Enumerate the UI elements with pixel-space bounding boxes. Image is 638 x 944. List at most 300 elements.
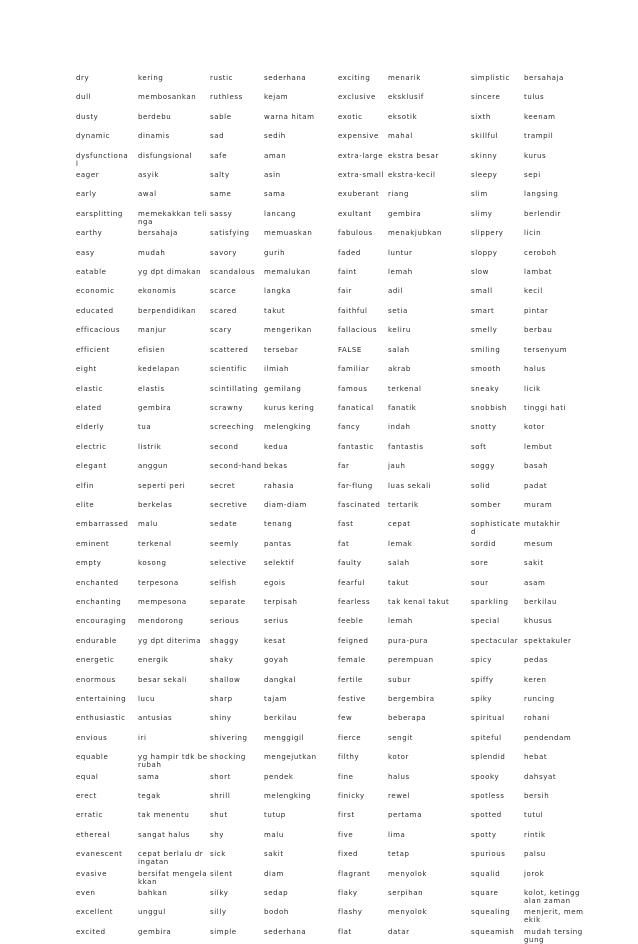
indonesian-translation: kurus bbox=[524, 151, 547, 160]
indonesian-translation: tak menentu bbox=[138, 811, 190, 820]
indonesian-translation: selektif bbox=[264, 559, 295, 568]
english-word: squeamish bbox=[471, 927, 515, 936]
english-word: spotless bbox=[471, 792, 505, 801]
english-word: enchanted bbox=[76, 578, 119, 587]
indonesian-translation: bergembira bbox=[388, 695, 435, 703]
indonesian-translation: berkilau bbox=[264, 714, 298, 723]
english-word: scientific bbox=[210, 365, 248, 374]
english-word: exultant bbox=[338, 209, 372, 218]
indonesian-translation: berkilau bbox=[524, 597, 558, 606]
english-word: electric bbox=[76, 442, 107, 451]
english-word: slim bbox=[471, 190, 488, 199]
indonesian-translation: serius bbox=[264, 617, 289, 626]
english-word: energetic bbox=[76, 656, 115, 665]
english-word: earsplitting bbox=[76, 209, 123, 218]
indonesian-translation: bekas bbox=[264, 462, 288, 471]
indonesian-translation: takut bbox=[388, 578, 410, 587]
english-word: erratic bbox=[76, 811, 103, 820]
english-word: secretive bbox=[210, 500, 248, 509]
indonesian-translation: kotor bbox=[524, 423, 545, 432]
indonesian-translation: antusias bbox=[138, 714, 173, 723]
english-word: erect bbox=[76, 792, 97, 801]
english-word: finicky bbox=[338, 792, 365, 801]
english-word: sleepy bbox=[471, 171, 498, 180]
english-word: female bbox=[338, 656, 366, 665]
indonesian-translation: langsing bbox=[524, 190, 559, 199]
indonesian-translation: kedua bbox=[264, 442, 289, 451]
indonesian-translation: memekakkan telinga bbox=[138, 209, 208, 226]
english-word: smooth bbox=[471, 365, 501, 374]
indonesian-translation: gembira bbox=[138, 403, 172, 412]
indonesian-translation: elastis bbox=[138, 384, 165, 393]
english-word: spooky bbox=[471, 772, 500, 781]
indonesian-translation: gemilang bbox=[264, 384, 302, 393]
indonesian-translation: keenam bbox=[524, 112, 556, 121]
indonesian-translation: datar bbox=[388, 927, 410, 936]
english-word: faded bbox=[338, 248, 361, 257]
english-word: same bbox=[210, 190, 232, 199]
indonesian-translation: luntur bbox=[388, 248, 413, 257]
english-word: shiny bbox=[210, 714, 232, 723]
indonesian-translation: subur bbox=[388, 675, 411, 684]
indonesian-translation: dinamis bbox=[138, 132, 170, 141]
indonesian-translation: licik bbox=[524, 384, 541, 393]
english-word: scary bbox=[210, 326, 232, 335]
indonesian-translation: luas sekali bbox=[388, 481, 432, 490]
indonesian-translation: pura-pura bbox=[388, 636, 429, 645]
indonesian-translation: kejam bbox=[264, 93, 289, 102]
english-word: squalid bbox=[471, 869, 501, 878]
indonesian-translation: runcing bbox=[524, 695, 555, 703]
indonesian-translation: aman bbox=[264, 151, 287, 160]
english-word: scared bbox=[210, 306, 237, 315]
indonesian-translation: bahkan bbox=[138, 889, 168, 898]
indonesian-translation: tulus bbox=[524, 93, 545, 102]
english-word: spiffy bbox=[471, 675, 494, 684]
indonesian-translation: kesat bbox=[264, 636, 286, 645]
indonesian-translation: jorok bbox=[524, 869, 545, 878]
indonesian-translation: yg dpt diterima bbox=[138, 636, 202, 645]
english-word: economic bbox=[76, 287, 115, 296]
indonesian-translation: pedas bbox=[524, 656, 549, 665]
english-word: secret bbox=[210, 481, 236, 490]
indonesian-translation: kering bbox=[138, 74, 164, 82]
indonesian-translation: dangkal bbox=[264, 675, 296, 684]
indonesian-translation: anggun bbox=[138, 462, 169, 471]
indonesian-translation: lembut bbox=[524, 442, 553, 451]
english-word: eatable bbox=[76, 268, 107, 277]
english-word: entertaining bbox=[76, 695, 127, 703]
indonesian-translation: awal bbox=[138, 190, 157, 199]
indonesian-translation: terpesona bbox=[138, 578, 179, 587]
indonesian-translation: pendek bbox=[264, 772, 294, 781]
english-word: savory bbox=[210, 248, 237, 257]
indonesian-translation: kedelapan bbox=[138, 365, 180, 374]
english-word: earthy bbox=[76, 229, 103, 238]
english-word: sore bbox=[471, 559, 489, 568]
indonesian-translation: bodoh bbox=[264, 908, 289, 917]
english-word: spotted bbox=[471, 811, 502, 820]
english-word: fanatical bbox=[338, 403, 374, 412]
english-word: scattered bbox=[210, 345, 249, 354]
indonesian-translation: rintik bbox=[524, 830, 546, 839]
english-word: scandalous bbox=[210, 268, 256, 277]
indonesian-translation: sama bbox=[138, 772, 160, 781]
english-word: selfish bbox=[210, 578, 237, 587]
indonesian-translation: tenang bbox=[264, 520, 293, 529]
english-word: far bbox=[338, 462, 350, 471]
english-word: flaky bbox=[338, 889, 358, 898]
english-word: square bbox=[471, 889, 499, 898]
indonesian-translation: cepat bbox=[388, 520, 411, 529]
indonesian-translation: gembira bbox=[388, 209, 422, 218]
indonesian-translation: terpisah bbox=[264, 597, 298, 606]
indonesian-translation: palsu bbox=[524, 850, 546, 859]
indonesian-translation: berdebu bbox=[138, 112, 172, 121]
english-word: slow bbox=[471, 268, 489, 277]
indonesian-translation: sakit bbox=[264, 850, 284, 859]
english-word: spiky bbox=[471, 695, 492, 703]
english-word: shivering bbox=[210, 733, 248, 742]
english-word: shut bbox=[210, 811, 228, 820]
english-word: spicy bbox=[471, 656, 493, 665]
english-word: spiritual bbox=[471, 714, 505, 723]
indonesian-translation: hebat bbox=[524, 753, 548, 762]
indonesian-translation: kurus kering bbox=[264, 403, 315, 412]
english-word: splendid bbox=[471, 753, 506, 762]
english-word: skillful bbox=[471, 132, 499, 141]
english-word: shaggy bbox=[210, 636, 240, 645]
indonesian-translation: kolot, ketinggalan zaman bbox=[524, 889, 581, 906]
indonesian-translation: seperti peri bbox=[138, 481, 186, 490]
english-word: exciting bbox=[338, 74, 371, 82]
english-word: elite bbox=[76, 500, 95, 509]
indonesian-translation: asyik bbox=[138, 171, 160, 180]
english-word: dry bbox=[76, 74, 90, 82]
indonesian-translation: berlendir bbox=[524, 209, 561, 218]
indonesian-translation: pertama bbox=[388, 811, 422, 820]
english-word: solid bbox=[471, 481, 491, 490]
indonesian-translation: beberapa bbox=[388, 714, 427, 723]
indonesian-translation: terkenal bbox=[388, 384, 422, 393]
indonesian-translation: sepi bbox=[524, 171, 541, 180]
indonesian-translation: lambat bbox=[524, 268, 553, 277]
indonesian-translation: efisien bbox=[138, 345, 166, 354]
english-word: excellent bbox=[76, 908, 114, 917]
indonesian-translation: unggul bbox=[138, 908, 166, 917]
english-word: eight bbox=[76, 365, 97, 374]
indonesian-translation: eksotik bbox=[388, 112, 418, 121]
english-word: efficient bbox=[76, 345, 110, 354]
english-word: satisfying bbox=[210, 229, 250, 238]
english-word: sassy bbox=[210, 209, 233, 218]
indonesian-translation: cepat berlalu dr ingatan bbox=[138, 850, 204, 867]
english-word: early bbox=[76, 190, 97, 199]
indonesian-translation: pantas bbox=[264, 539, 292, 548]
indonesian-translation: warna hitam bbox=[264, 112, 315, 121]
indonesian-translation: salah bbox=[388, 559, 410, 568]
english-word: fair bbox=[338, 287, 352, 296]
english-word: exuberant bbox=[338, 190, 380, 199]
indonesian-translation: yg hampir tdk berubah bbox=[138, 753, 208, 770]
english-word: feeble bbox=[338, 617, 364, 626]
indonesian-translation: energik bbox=[138, 656, 169, 665]
indonesian-translation: tegak bbox=[138, 792, 161, 801]
english-word: smiling bbox=[471, 345, 501, 354]
english-word: extra-large bbox=[338, 151, 384, 160]
indonesian-translation: rahasia bbox=[264, 481, 294, 490]
indonesian-translation: membosankan bbox=[138, 93, 197, 102]
indonesian-translation: fanatik bbox=[388, 403, 417, 412]
english-word: sophisticated bbox=[471, 520, 521, 537]
indonesian-translation: mendorong bbox=[138, 617, 184, 626]
indonesian-translation: melengking bbox=[264, 423, 312, 432]
indonesian-translation: langka bbox=[264, 287, 291, 296]
english-word: spotty bbox=[471, 830, 497, 839]
indonesian-translation: malu bbox=[264, 830, 284, 839]
english-word: shrill bbox=[210, 792, 231, 801]
indonesian-translation: halus bbox=[388, 772, 410, 781]
indonesian-translation: lima bbox=[388, 830, 406, 839]
english-word: silky bbox=[210, 889, 229, 898]
indonesian-translation: spektakuler bbox=[524, 636, 572, 645]
english-word: sloppy bbox=[471, 248, 498, 257]
english-word: ruthless bbox=[210, 93, 243, 102]
english-word: ethereal bbox=[76, 830, 110, 839]
indonesian-translation: keliru bbox=[388, 326, 411, 335]
indonesian-translation: listrik bbox=[138, 442, 162, 451]
indonesian-translation: tertarik bbox=[388, 500, 419, 509]
indonesian-translation: lancang bbox=[264, 209, 296, 218]
indonesian-translation: keren bbox=[524, 675, 547, 684]
indonesian-translation: bersahaja bbox=[524, 74, 564, 82]
english-word: sable bbox=[210, 112, 232, 121]
english-word: feigned bbox=[338, 636, 369, 645]
indonesian-translation: eksklusif bbox=[388, 93, 424, 102]
english-word: salty bbox=[210, 171, 230, 180]
indonesian-translation: bersahaja bbox=[138, 229, 178, 238]
english-word: sedate bbox=[210, 520, 238, 529]
indonesian-translation: lucu bbox=[138, 695, 156, 703]
english-word: second bbox=[210, 442, 239, 451]
english-word: soft bbox=[471, 442, 487, 451]
english-word: efficacious bbox=[76, 326, 121, 335]
english-word: first bbox=[338, 811, 355, 820]
english-word: short bbox=[210, 772, 231, 781]
indonesian-translation: menarik bbox=[388, 74, 421, 82]
indonesian-translation: fantastis bbox=[388, 442, 424, 451]
english-word: separate bbox=[210, 597, 246, 606]
indonesian-translation: mempesona bbox=[138, 597, 187, 606]
english-word: sour bbox=[471, 578, 489, 587]
indonesian-translation: iri bbox=[138, 733, 147, 742]
english-word: empty bbox=[76, 559, 102, 568]
indonesian-translation: tua bbox=[138, 423, 152, 432]
english-word: eminent bbox=[76, 539, 110, 548]
english-word: fabulous bbox=[338, 229, 373, 238]
indonesian-translation: berkelas bbox=[138, 500, 173, 509]
english-word: slimy bbox=[471, 209, 493, 218]
english-word: scrawny bbox=[210, 403, 244, 412]
english-word: special bbox=[471, 617, 500, 626]
indonesian-translation: menyolok bbox=[388, 908, 428, 917]
english-word: few bbox=[338, 714, 353, 723]
indonesian-translation: adil bbox=[388, 287, 404, 296]
english-word: far-flung bbox=[338, 481, 373, 490]
indonesian-translation: pendendam bbox=[524, 733, 572, 742]
indonesian-translation: goyah bbox=[264, 656, 289, 665]
english-word: slippery bbox=[471, 229, 504, 238]
english-word: filthy bbox=[338, 753, 360, 762]
indonesian-translation: bersih bbox=[524, 792, 550, 801]
indonesian-translation: memalukan bbox=[264, 268, 311, 277]
english-word: snotty bbox=[471, 423, 497, 432]
indonesian-translation: bersifat mengelakkan bbox=[138, 869, 208, 886]
indonesian-translation: kecil bbox=[524, 287, 543, 296]
indonesian-translation: akrab bbox=[388, 365, 411, 374]
indonesian-translation: ilmiah bbox=[264, 365, 289, 374]
indonesian-translation: ceroboh bbox=[524, 248, 557, 257]
english-word: safe bbox=[210, 151, 228, 160]
english-word: endurable bbox=[76, 636, 117, 645]
english-word: evanescent bbox=[76, 850, 123, 859]
indonesian-translation: tutul bbox=[524, 811, 544, 820]
indonesian-translation: diam bbox=[264, 869, 284, 878]
indonesian-translation: serpihan bbox=[388, 889, 424, 898]
indonesian-translation: riang bbox=[388, 190, 409, 199]
english-word: sick bbox=[210, 850, 226, 859]
indonesian-translation: indah bbox=[388, 423, 411, 432]
english-word: seemly bbox=[210, 539, 239, 548]
english-word: exclusive bbox=[338, 93, 376, 102]
indonesian-translation: yg dpt dimakan bbox=[138, 268, 202, 277]
english-word: shallow bbox=[210, 675, 241, 684]
indonesian-translation: gurih bbox=[264, 248, 286, 257]
indonesian-translation: mudah bbox=[138, 248, 166, 257]
english-word: equable bbox=[76, 753, 109, 762]
indonesian-translation: dahsyat bbox=[524, 772, 557, 781]
english-word: fascinated bbox=[338, 500, 381, 509]
english-word: silent bbox=[210, 869, 233, 878]
indonesian-translation: perempuan bbox=[388, 656, 434, 665]
english-word: shocking bbox=[210, 753, 246, 762]
english-word: fearful bbox=[338, 578, 365, 587]
english-word: simplistic bbox=[471, 74, 510, 82]
english-word: fantastic bbox=[338, 442, 374, 451]
indonesian-translation: setia bbox=[388, 306, 408, 315]
indonesian-translation: takut bbox=[264, 306, 286, 315]
indonesian-translation: menggigil bbox=[264, 733, 305, 742]
english-word: small bbox=[471, 287, 493, 296]
english-word: flashy bbox=[338, 908, 363, 917]
english-word: FALSE bbox=[338, 345, 362, 354]
english-word: fixed bbox=[338, 850, 359, 859]
indonesian-translation: melengking bbox=[264, 792, 312, 801]
indonesian-translation: mutakhir bbox=[524, 520, 561, 529]
indonesian-translation: sederhana bbox=[264, 927, 307, 936]
indonesian-translation: salah bbox=[388, 345, 410, 354]
indonesian-translation: ekstra besar bbox=[388, 151, 439, 160]
indonesian-translation: malu bbox=[138, 520, 158, 529]
indonesian-translation: kotor bbox=[388, 753, 409, 762]
indonesian-translation: egois bbox=[264, 578, 286, 587]
english-word: five bbox=[338, 830, 354, 839]
english-word: fearless bbox=[338, 597, 371, 606]
english-word: enchanting bbox=[76, 597, 122, 606]
indonesian-translation: lemah bbox=[388, 268, 413, 277]
indonesian-translation: sama bbox=[264, 190, 286, 199]
english-word: simple bbox=[210, 927, 237, 936]
indonesian-translation: tetap bbox=[388, 850, 410, 859]
english-word: festive bbox=[338, 695, 366, 703]
english-word: smart bbox=[471, 306, 495, 315]
english-word: flagrant bbox=[338, 869, 371, 878]
english-word: expensive bbox=[338, 132, 379, 141]
english-word: smelly bbox=[471, 326, 498, 335]
english-word: sixth bbox=[471, 112, 491, 121]
english-word: easy bbox=[76, 248, 95, 257]
indonesian-translation: besar sekali bbox=[138, 675, 188, 684]
english-word: elderly bbox=[76, 423, 105, 432]
indonesian-translation: mengejutkan bbox=[264, 753, 317, 762]
indonesian-translation: tinggi hati bbox=[524, 403, 567, 412]
english-word: fierce bbox=[338, 733, 362, 742]
english-word: elastic bbox=[76, 384, 103, 393]
english-word: extra-small bbox=[338, 171, 385, 180]
english-word: sparkling bbox=[471, 597, 509, 606]
english-word: flat bbox=[338, 927, 352, 936]
english-word: elegant bbox=[76, 462, 107, 471]
indonesian-translation: khusus bbox=[524, 617, 553, 626]
english-word: shy bbox=[210, 830, 225, 839]
indonesian-translation: asam bbox=[524, 578, 546, 587]
indonesian-translation: disfungsional bbox=[138, 151, 193, 160]
indonesian-translation: licin bbox=[524, 229, 542, 238]
english-word: faithful bbox=[338, 306, 368, 315]
indonesian-translation: mudah tersinggung bbox=[524, 927, 583, 944]
indonesian-translation: menjerit, memekik bbox=[524, 908, 584, 925]
english-word: exotic bbox=[338, 112, 363, 121]
indonesian-translation: basah bbox=[524, 462, 549, 471]
indonesian-translation: asin bbox=[264, 171, 281, 180]
indonesian-translation: tersebar bbox=[264, 345, 299, 354]
english-word: sincere bbox=[471, 93, 501, 102]
english-word: spiteful bbox=[471, 733, 502, 742]
indonesian-translation: padat bbox=[524, 481, 548, 490]
english-word: sordid bbox=[471, 539, 497, 548]
indonesian-translation: mengerikan bbox=[264, 326, 312, 335]
english-word: faint bbox=[338, 268, 357, 277]
english-word: eager bbox=[76, 171, 100, 180]
indonesian-translation: lemak bbox=[388, 539, 413, 548]
english-word: selective bbox=[210, 559, 247, 568]
english-word: dusty bbox=[76, 112, 99, 121]
english-word: enthusiastic bbox=[76, 714, 126, 723]
english-word: fast bbox=[338, 520, 354, 529]
indonesian-translation: sakit bbox=[524, 559, 544, 568]
indonesian-translation: berbau bbox=[524, 326, 553, 335]
indonesian-translation: mahal bbox=[388, 132, 413, 141]
indonesian-translation: tersenyum bbox=[524, 345, 568, 354]
indonesian-translation: sangat halus bbox=[138, 830, 191, 839]
indonesian-translation: menyolok bbox=[388, 869, 428, 878]
english-word: excited bbox=[76, 927, 106, 936]
indonesian-translation: pintar bbox=[524, 306, 549, 315]
english-word: familiar bbox=[338, 365, 370, 374]
english-word: fancy bbox=[338, 423, 361, 432]
indonesian-translation: sedih bbox=[264, 132, 286, 141]
english-word: elated bbox=[76, 403, 102, 412]
